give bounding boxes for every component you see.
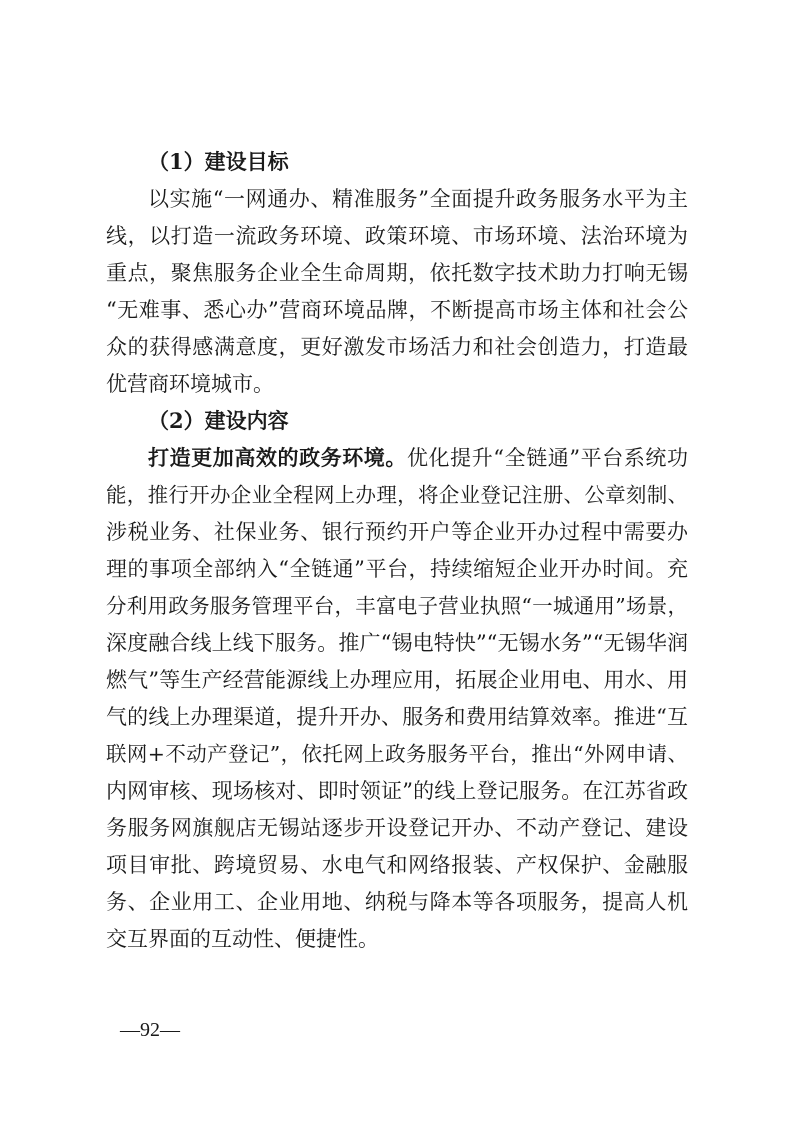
paragraph-line: 项目审批、跨境贸易、水电气和网络报装、产权保护、金融服 [106,853,688,877]
page-number: —92— [120,1019,180,1041]
paragraph-line: 线，以打造一流政务环境、政策环境、市场环境、法治环境为 [106,224,688,248]
paragraph-line: 务服务网旗舰店无锡站逐步开设登记开办、不动产登记、建设 [106,816,688,840]
section-heading-content: （2）建设内容 [148,408,289,433]
paragraph-line: 能，推行开办企业全程网上办理，将企业登记注册、公章刻制、 [106,483,688,507]
section-heading-goals: （1）建设目标 [148,149,289,174]
paragraph-line: 重点，聚焦服务企业全生命周期，依托数字技术助力打响无锡 [106,261,688,285]
paragraph-lead-bold: 打造更加高效的政务环境。 [148,445,407,470]
paragraph-line: “无难事、悉心办”营商环境品牌，不断提高市场主体和社会公 [106,298,688,322]
paragraph-line: 分利用政务服务管理平台，丰富电子营业执照“一城通用”场景， [106,594,688,618]
paragraph-line: 气的线上办理渠道，提升开办、服务和费用结算效率。推进“互 [106,705,688,729]
paragraph-line: 众的获得感满意度，更好激发市场活力和社会创造力，打造最 [106,335,688,359]
paragraph-line: 务、企业用工、企业用地、纳税与降本等各项服务，提高人机 [106,890,688,914]
paragraph-line: 深度融合线上线下服务。推广“锡电特快”“无锡水务”“无锡华润 [106,631,688,655]
paragraph-first-line [148,441,688,475]
paragraph-line: 以实施“一网通办、精准服务”全面提升政务服务水平为主 [148,187,688,211]
paragraph-line: 内网审核、现场核对、即时领证”的线上登记服务。在江苏省政 [106,779,688,803]
paragraph-line: 交互界面的互动性、便捷性。 [106,927,379,951]
paragraph-line: 联网+不动产登记”，依托网上政务服务平台，推出“外网申请、 [106,742,688,766]
paragraph-line: 理的事项全部纳入“全链通”平台，持续缩短企业开办时间。充 [106,557,688,581]
paragraph-line: 燃气”等生产经营能源线上办理应用，拓展企业用电、用水、用 [106,668,688,692]
paragraph-first-line-rest: 优化提升“全链通”平台系统功 [406,446,688,470]
paragraph-line: 涉税业务、社保业务、银行预约开户等企业开办过程中需要办 [106,520,688,544]
paragraph-line: 优营商环境城市。 [106,372,274,396]
